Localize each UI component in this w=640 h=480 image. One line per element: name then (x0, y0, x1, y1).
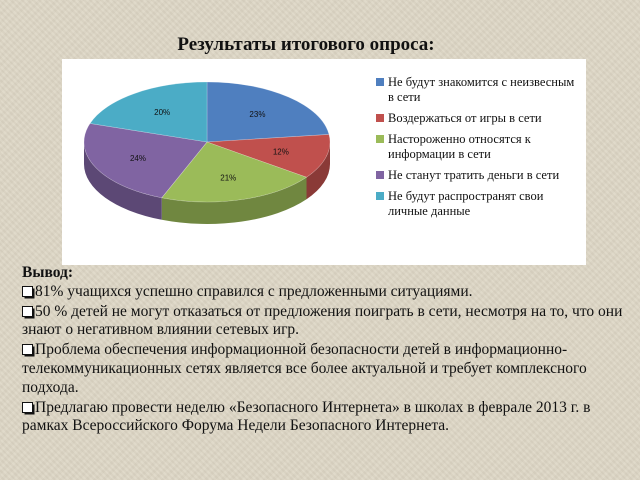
pie-data-label: 21% (220, 173, 237, 183)
pie-chart-panel (62, 59, 586, 265)
legend-label: Настороженно относятся к информации в сети (388, 132, 531, 161)
checkbox-bullet-icon (22, 402, 33, 413)
legend-swatch (376, 135, 384, 143)
bullet-item (22, 283, 636, 302)
bullet-text: 50 % детей не могут отказаться от предложения поиграть в сети, несмотря на то, что они знают о негативном влиянии сетевых игр. (22, 302, 623, 339)
slide-title: Результаты итогового опроса: (177, 34, 435, 55)
pie-chart (62, 59, 382, 265)
legend-swatch (376, 171, 384, 179)
legend-item (376, 189, 582, 219)
checkbox-bullet-icon (22, 286, 33, 297)
bullet-text: 81% учащихся успешно справился с предложенными ситуациями. (35, 282, 473, 300)
legend-swatch (376, 78, 384, 86)
pie-data-label: 20% (154, 107, 171, 117)
conclusion-heading: Вывод: (22, 264, 74, 281)
pie-data-label: 24% (129, 153, 147, 163)
bullet-text: Предлагаю провести неделю «Безопасного Интернета» в школах в феврале 2013 г. в рамках Всероссийского Форума Недели Безопасного Интернета. (22, 398, 591, 435)
pie-data-label: 12% (272, 147, 289, 157)
legend-item (376, 132, 582, 162)
conclusion-section (22, 264, 636, 437)
bullet-item (22, 399, 636, 437)
checkbox-bullet-icon (22, 306, 33, 317)
bullet-item (22, 341, 636, 397)
pie-data-label: 23% (249, 110, 266, 120)
legend-label: Не станут тратить деньги в сети (388, 168, 560, 182)
legend-item (376, 168, 582, 183)
legend-item (376, 111, 582, 126)
chart-legend (376, 75, 582, 225)
pie-slice (207, 82, 329, 142)
bullet-item (22, 303, 636, 341)
checkbox-bullet-icon (22, 344, 33, 355)
legend-label: Воздержаться от игры в сети (388, 111, 542, 125)
legend-swatch (376, 192, 384, 200)
legend-label: Не будут знакомится с неизвесным в сети (388, 75, 575, 104)
legend-item (376, 75, 582, 105)
bullet-text: Проблема обеспечения информационной безопасности детей в информационно-телекоммуникационных сетях является все более актуальной и требует комплексного подхода. (22, 341, 587, 396)
legend-swatch (376, 114, 384, 122)
legend-label: Не будут распространят свои личные данные (388, 189, 544, 218)
